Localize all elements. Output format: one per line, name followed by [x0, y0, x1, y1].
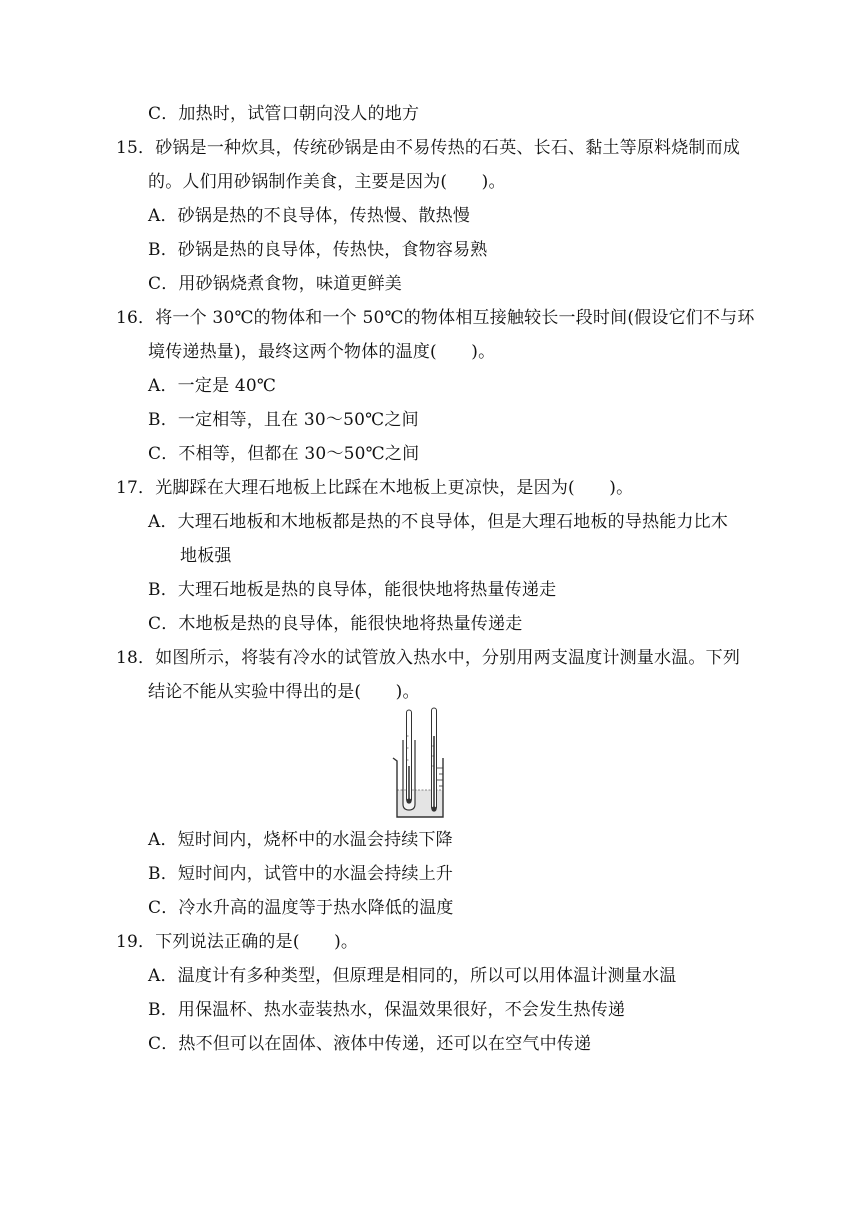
q19-option-a: A．温度计有多种类型，但原理是相同的，所以可以用体温计测量水温 [148, 966, 677, 986]
q19-option-b: B．用保温杯、热水壶装热水，保温效果很好，不会发生热传递 [148, 1000, 626, 1020]
q18-option-b: B．短时间内，试管中的水温会持续上升 [148, 864, 454, 884]
q16-option-a: A．一定是 40℃ [148, 376, 277, 396]
q16-option-c: C．不相等，但都在 30～50℃之间 [148, 444, 420, 464]
q18-option-c: C．冷水升高的温度等于热水降低的温度 [148, 898, 454, 918]
q17-option-a-line1: A．大理石地板和木地板都是热的不良导体，但是大理石地板的导热能力比木 [148, 512, 729, 532]
q19-stem-line1: 19．下列说法正确的是( )。 [116, 932, 359, 952]
q17-option-b: B．大理石地板是热的良导体，能很快地将热量传递走 [148, 580, 557, 600]
q16-stem-line1: 16．将一个 30℃的物体和一个 50℃的物体相互接触较长一段时间(假设它们不与环 [116, 308, 755, 328]
q17-option-c: C．木地板是热的良导体，能很快地将热量传递走 [148, 614, 523, 634]
q18-option-a: A．短时间内，烧杯中的水温会持续下降 [148, 830, 453, 850]
q17-option-a-line2: 地板强 [180, 546, 232, 566]
q15-option-a: A．砂锅是热的不良导体，传热慢、散热慢 [148, 206, 471, 226]
q18-stem-line1: 18．如图所示，将装有冷水的试管放入热水中，分别用两支温度计测量水温。下列 [116, 648, 741, 668]
q19-option-c: C．热不但可以在固体、液体中传递，还可以在空气中传递 [148, 1034, 592, 1054]
q15-option-c: C．用砂锅烧煮食物，味道更鲜美 [148, 274, 403, 294]
q16-option-b: B．一定相等，且在 30～50℃之间 [148, 410, 419, 430]
q17-stem-line1: 17．光脚踩在大理石地板上比踩在木地板上更凉快，是因为( )。 [116, 478, 634, 498]
q15-stem-line2: 的。人们用砂锅制作美食，主要是因为( )。 [148, 172, 506, 192]
q14-option-c: C．加热时，试管口朝向没人的地方 [148, 104, 420, 124]
q15-stem-line1: 15．砂锅是一种炊具，传统砂锅是由不易传热的石英、长石、黏土等原料烧制而成 [116, 138, 741, 158]
q16-stem-line2: 境传递热量)，最终这两个物体的温度( )。 [148, 342, 496, 362]
q18-stem-line2: 结论不能从实验中得出的是( )。 [148, 682, 420, 702]
beaker-thermometer-figure [385, 706, 457, 822]
q15-option-b: B．砂锅是热的良导体，传热快，食物容易熟 [148, 240, 488, 260]
